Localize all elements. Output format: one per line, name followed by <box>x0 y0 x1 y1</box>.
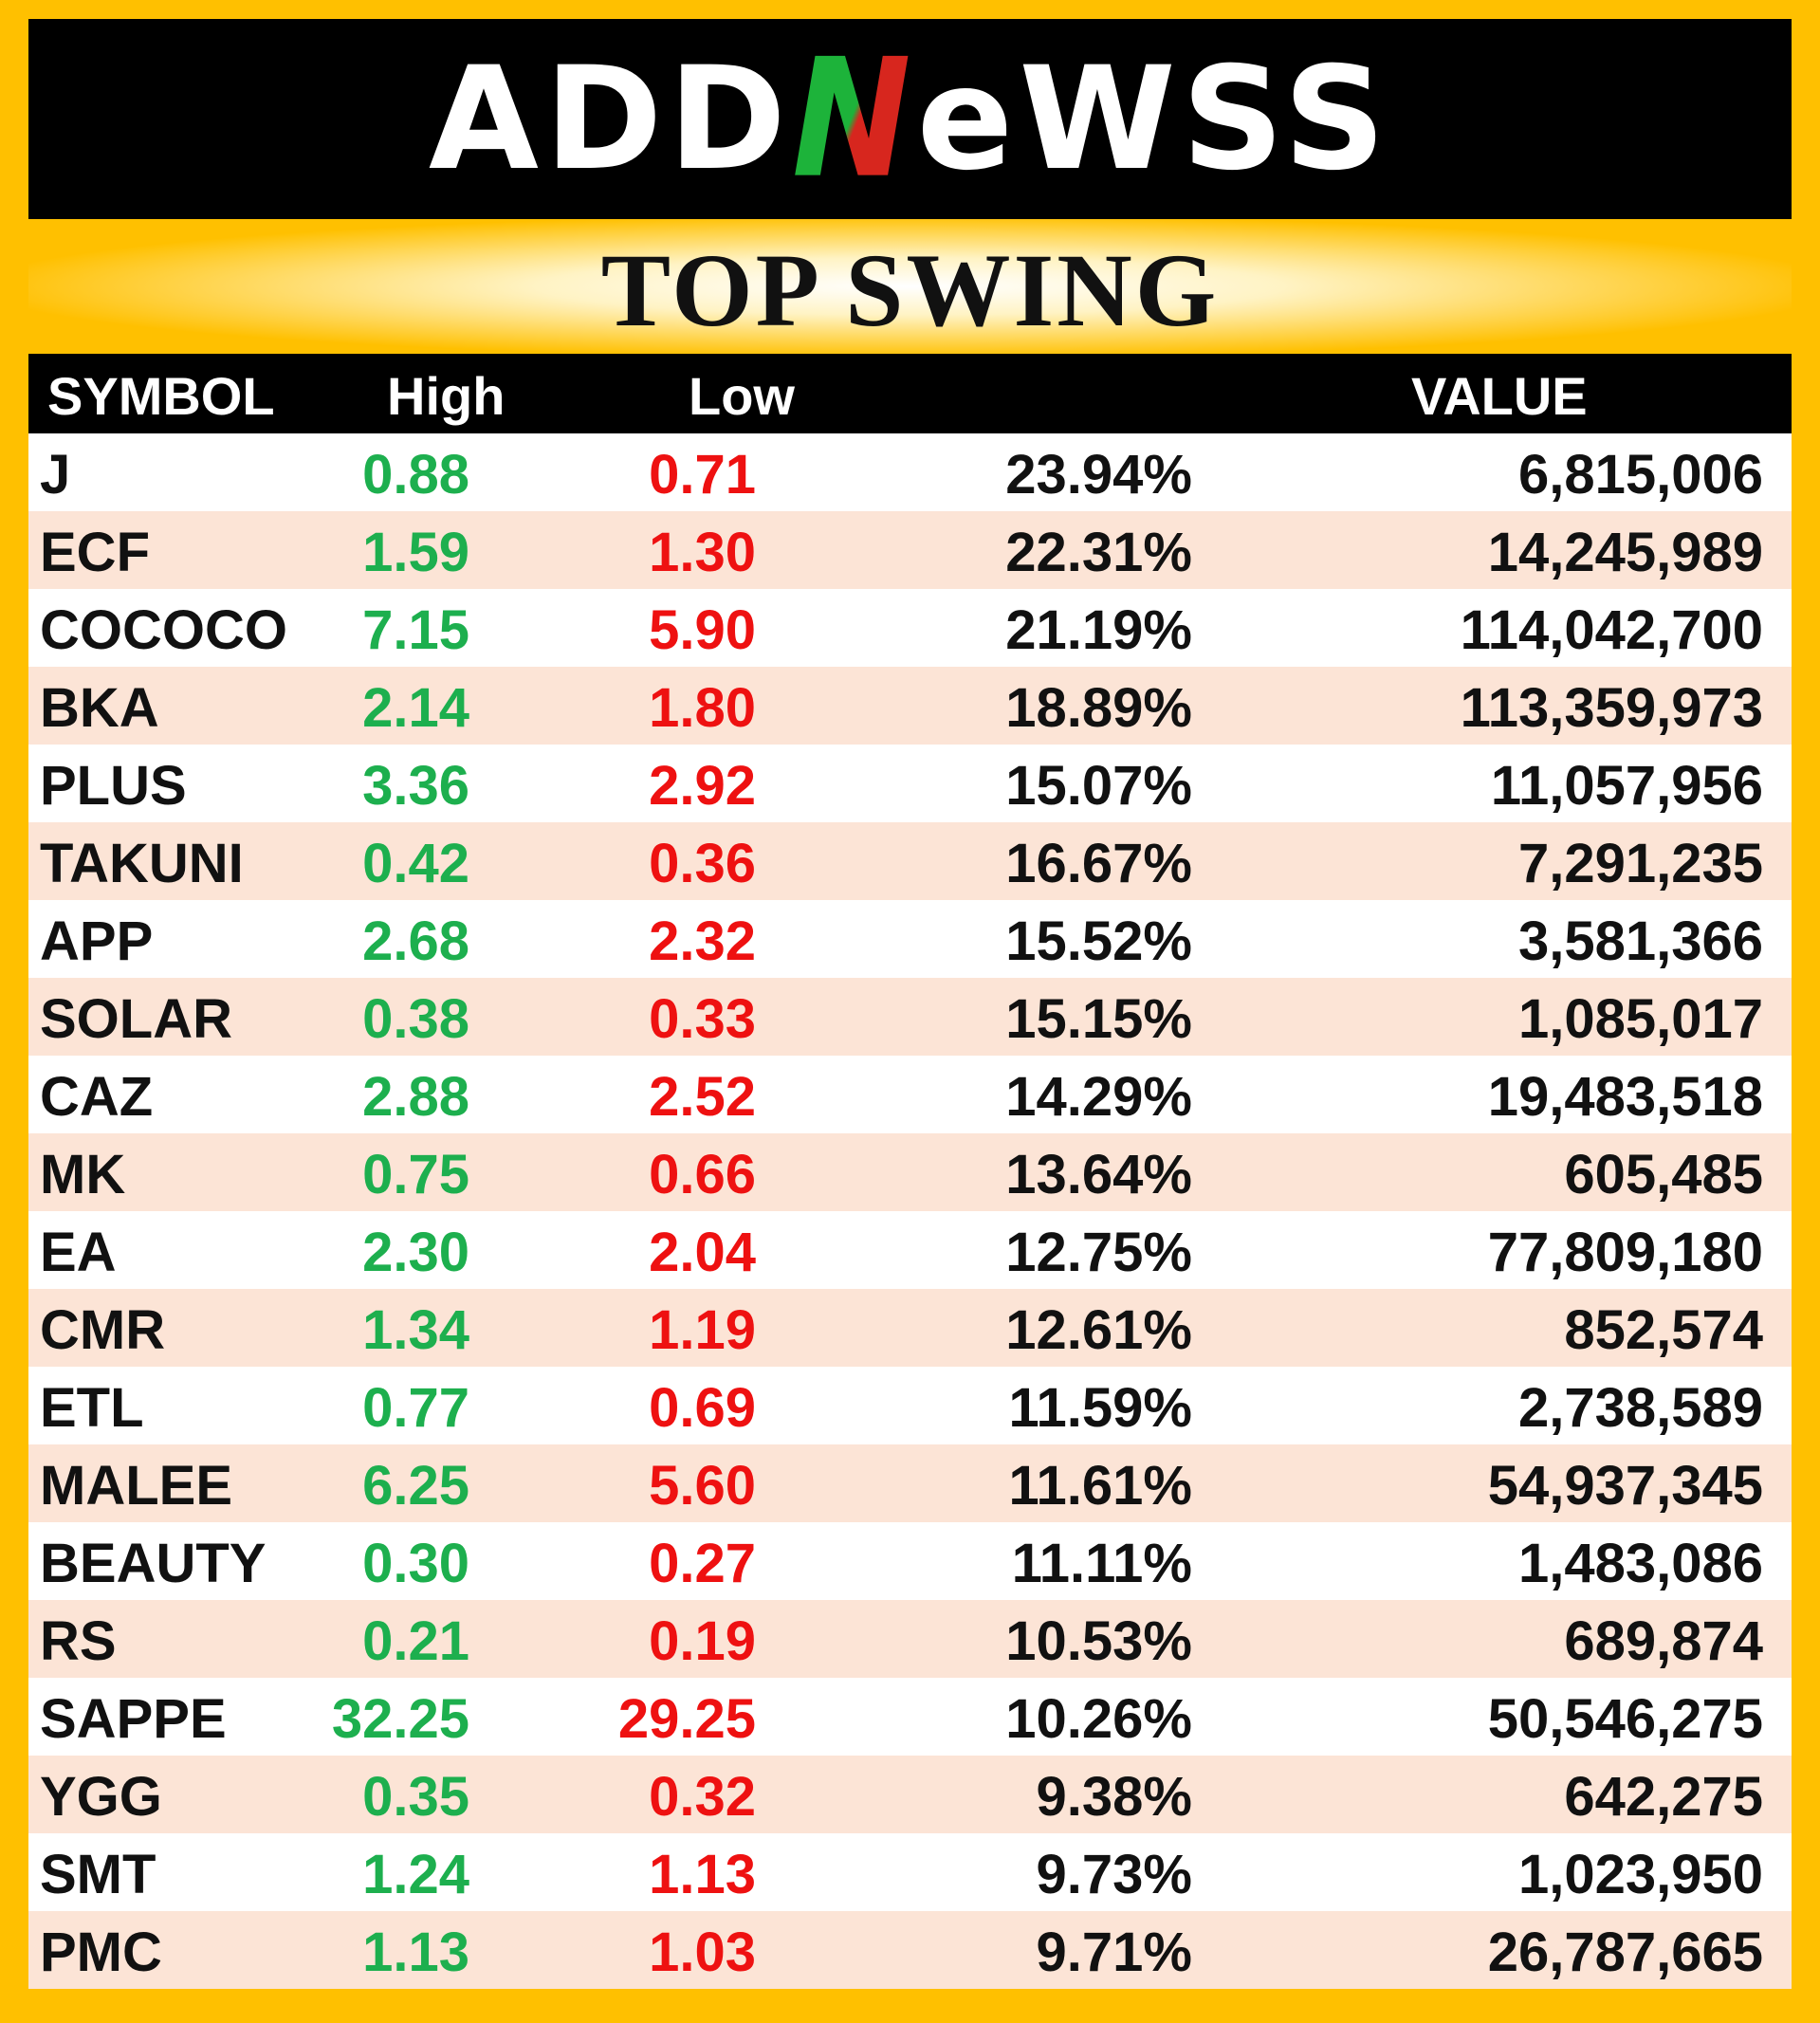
value-cell: 19,483,518 <box>1487 1066 1763 1128</box>
high-cell: 2.30 <box>362 1222 469 1283</box>
value-cell: 1,023,950 <box>1517 1844 1763 1905</box>
low-cell: 0.69 <box>649 1377 756 1439</box>
swing-percent-cell: 16.67% <box>1005 833 1192 894</box>
symbol-cell: YGG <box>40 1766 162 1828</box>
table-row <box>28 1522 1792 1600</box>
low-cell: 1.30 <box>649 522 756 583</box>
logo-suffix: eWSS <box>916 36 1392 202</box>
low-cell: 2.04 <box>649 1222 756 1283</box>
high-cell: 0.35 <box>362 1766 469 1828</box>
low-cell: 1.19 <box>649 1299 756 1361</box>
table-row <box>28 1211 1792 1289</box>
low-cell: 1.80 <box>649 677 756 739</box>
value-cell: 642,275 <box>1564 1766 1763 1828</box>
table-row <box>28 978 1792 1056</box>
swing-percent-cell: 11.11% <box>1011 1533 1192 1594</box>
swing-percent-cell: 9.73% <box>1036 1844 1192 1905</box>
symbol-cell: CAZ <box>40 1066 154 1128</box>
value-cell: 54,937,345 <box>1487 1455 1763 1517</box>
low-cell: 0.36 <box>649 833 756 894</box>
high-cell: 32.25 <box>331 1688 469 1750</box>
header-high: High <box>387 366 506 426</box>
value-cell: 77,809,180 <box>1487 1222 1763 1283</box>
low-cell: 2.52 <box>649 1066 756 1128</box>
swing-percent-cell: 15.07% <box>1005 755 1192 817</box>
value-cell: 2,738,589 <box>1517 1377 1763 1439</box>
low-cell: 0.19 <box>649 1610 756 1672</box>
symbol-cell: COCOCO <box>40 599 287 661</box>
table-row <box>28 1444 1792 1522</box>
table-row <box>28 745 1792 822</box>
low-cell: 5.60 <box>649 1455 756 1517</box>
table-row <box>28 1833 1792 1911</box>
high-cell: 6.25 <box>362 1455 469 1517</box>
table-row <box>28 1056 1792 1133</box>
low-cell: 5.90 <box>649 599 756 661</box>
swing-percent-cell: 22.31% <box>1005 522 1192 583</box>
page-title: TOP SWING <box>600 231 1220 348</box>
header-low: Low <box>689 366 795 426</box>
high-cell: 1.24 <box>362 1844 469 1905</box>
high-cell: 2.14 <box>362 677 469 739</box>
value-cell: 11,057,956 <box>1490 755 1763 817</box>
symbol-cell: ETL <box>40 1377 144 1439</box>
value-cell: 3,581,366 <box>1517 910 1763 972</box>
value-cell: 114,042,700 <box>1460 599 1763 661</box>
high-cell: 1.59 <box>362 522 469 583</box>
high-cell: 3.36 <box>362 755 469 817</box>
low-cell: 0.71 <box>649 444 756 506</box>
symbol-cell: SMT <box>40 1844 156 1905</box>
table-row <box>28 1911 1792 1989</box>
high-cell: 0.88 <box>362 444 469 506</box>
swing-percent-cell: 10.53% <box>1005 1610 1192 1672</box>
symbol-cell: SAPPE <box>40 1688 227 1750</box>
high-cell: 0.30 <box>362 1533 469 1594</box>
high-cell: 0.21 <box>362 1610 469 1672</box>
value-cell: 689,874 <box>1564 1610 1763 1672</box>
value-cell: 852,574 <box>1564 1299 1763 1361</box>
swing-percent-cell: 12.61% <box>1005 1299 1192 1361</box>
table-row <box>28 1756 1792 1833</box>
high-cell: 1.34 <box>362 1299 469 1361</box>
value-cell: 50,546,275 <box>1487 1688 1763 1750</box>
table-row <box>28 1600 1792 1678</box>
low-cell: 2.92 <box>649 755 756 817</box>
table-body <box>28 433 1792 1989</box>
symbol-cell: J <box>40 444 71 506</box>
brand-header <box>28 19 1792 219</box>
table-header <box>28 354 1792 433</box>
swing-percent-cell: 11.61% <box>1008 1455 1192 1517</box>
title-band <box>28 219 1792 354</box>
high-cell: 1.13 <box>362 1922 469 1983</box>
swing-percent-cell: 13.64% <box>1005 1144 1192 1205</box>
low-cell: 0.32 <box>649 1766 756 1828</box>
table-row <box>28 900 1792 978</box>
header-symbol: SYMBOL <box>47 366 275 426</box>
swing-percent-cell: 9.71% <box>1036 1922 1192 1983</box>
symbol-cell: CMR <box>40 1299 166 1361</box>
swing-table <box>28 354 1792 1989</box>
table-row <box>28 1289 1792 1367</box>
low-cell: 2.32 <box>649 910 756 972</box>
symbol-cell: MALEE <box>40 1455 232 1517</box>
low-cell: 0.27 <box>649 1533 756 1594</box>
swing-percent-cell: 15.52% <box>1005 910 1192 972</box>
swing-percent-cell: 18.89% <box>1005 677 1192 739</box>
value-cell: 1,483,086 <box>1517 1533 1763 1594</box>
header-value: VALUE <box>1411 366 1588 426</box>
table-row <box>28 1678 1792 1756</box>
high-cell: 0.75 <box>362 1144 469 1205</box>
swing-percent-cell: 14.29% <box>1005 1066 1192 1128</box>
swing-percent-cell: 10.26% <box>1005 1688 1192 1750</box>
symbol-cell: SOLAR <box>40 988 232 1050</box>
table-row <box>28 433 1792 511</box>
low-cell: 29.25 <box>617 1688 756 1750</box>
high-cell: 0.42 <box>362 833 469 894</box>
symbol-cell: PLUS <box>40 755 187 817</box>
logo-accent-letter: N <box>792 24 917 214</box>
value-cell: 14,245,989 <box>1487 522 1763 583</box>
swing-percent-cell: 12.75% <box>1005 1222 1192 1283</box>
logo-prefix: ADD <box>428 36 793 202</box>
value-cell: 7,291,235 <box>1517 833 1763 894</box>
value-cell: 26,787,665 <box>1487 1922 1763 1983</box>
high-cell: 2.68 <box>362 910 469 972</box>
high-cell: 2.88 <box>362 1066 469 1128</box>
high-cell: 0.77 <box>362 1377 469 1439</box>
value-cell: 6,815,006 <box>1517 444 1763 506</box>
low-cell: 0.66 <box>649 1144 756 1205</box>
table-row <box>28 589 1792 667</box>
high-cell: 7.15 <box>362 599 469 661</box>
low-cell: 1.13 <box>649 1844 756 1905</box>
value-cell: 605,485 <box>1564 1144 1763 1205</box>
swing-percent-cell: 11.59% <box>1008 1377 1192 1439</box>
symbol-cell: APP <box>40 910 154 972</box>
low-cell: 1.03 <box>649 1922 756 1983</box>
swing-percent-cell: 21.19% <box>1005 599 1192 661</box>
table-row <box>28 1133 1792 1211</box>
value-cell: 1,085,017 <box>1517 988 1763 1050</box>
symbol-cell: ECF <box>40 522 150 583</box>
brand-logo <box>428 24 1392 214</box>
symbol-cell: TAKUNI <box>40 833 244 894</box>
symbol-cell: MK <box>40 1144 126 1205</box>
low-cell: 0.33 <box>649 988 756 1050</box>
symbol-cell: BEAUTY <box>40 1533 267 1594</box>
symbol-cell: RS <box>40 1610 117 1672</box>
symbol-cell: PMC <box>40 1922 162 1983</box>
table-row <box>28 822 1792 900</box>
table-row <box>28 1367 1792 1444</box>
swing-percent-cell: 15.15% <box>1005 988 1192 1050</box>
table-row <box>28 667 1792 745</box>
symbol-cell: EA <box>40 1222 117 1283</box>
swing-percent-cell: 23.94% <box>1005 444 1192 506</box>
high-cell: 0.38 <box>362 988 469 1050</box>
swing-percent-cell: 9.38% <box>1036 1766 1192 1828</box>
table-row <box>28 511 1792 589</box>
value-cell: 113,359,973 <box>1460 677 1763 739</box>
symbol-cell: BKA <box>40 677 159 739</box>
